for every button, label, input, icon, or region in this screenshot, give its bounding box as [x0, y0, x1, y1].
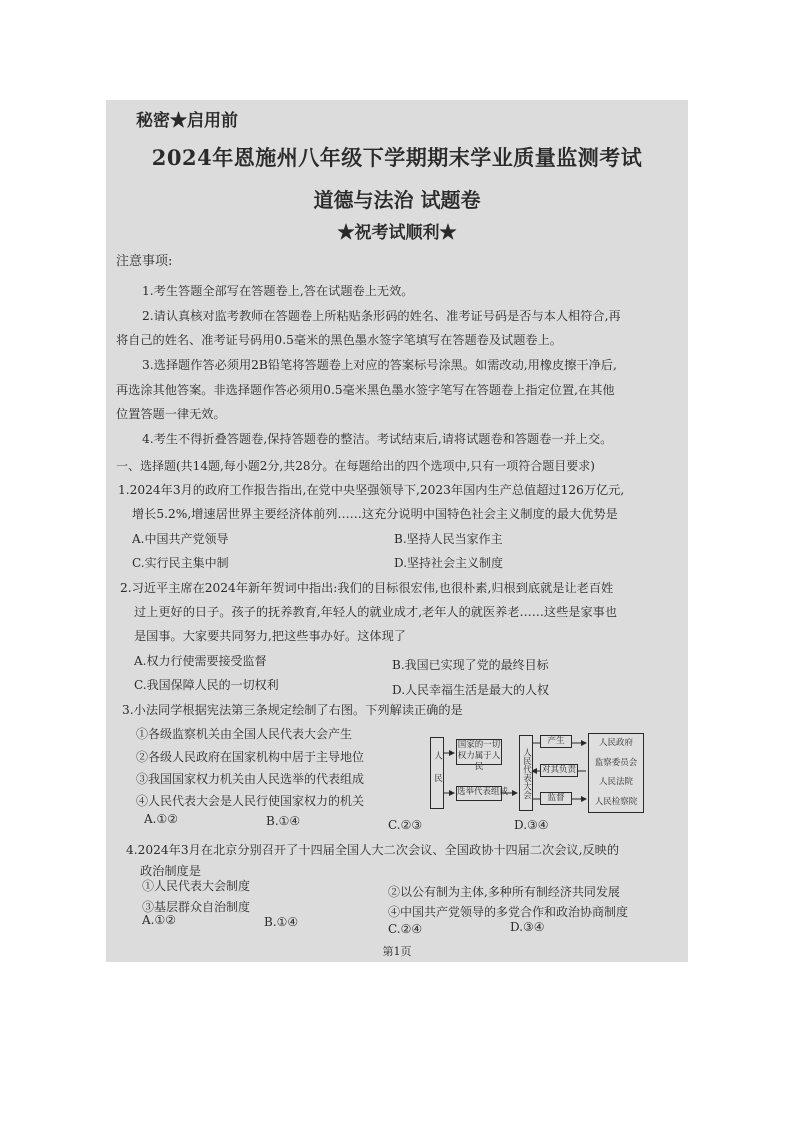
organ-government: 人民政府 — [598, 738, 633, 749]
q3-option-d: D.③④ — [514, 818, 549, 832]
q3-statement-4: ④人民代表大会是人民行使国家权力的机关 — [136, 794, 365, 808]
q4-option-c: C.②④ — [388, 922, 423, 936]
note-line: 位置答题一律无效。 — [116, 407, 226, 421]
q3-option-a: A.①② — [144, 812, 178, 826]
organ-procuratorate: 人民检察院 — [594, 796, 638, 807]
secret-mark: 秘密★启用前 — [136, 111, 238, 131]
diagram-elect-box: 选举代表组成 — [456, 786, 502, 801]
notes-heading: 注意事项: — [116, 254, 173, 269]
q2-stem-line3: 是国事。大家要共同努力,把这些事办好。这体现了 — [134, 629, 406, 643]
q4-option-b: B.①④ — [264, 915, 299, 929]
q1-option-d: D.坚持社会主义制度 — [394, 556, 504, 570]
q4-statement-4: ④中国共产党领导的多党合作和政治协商制度 — [388, 905, 629, 919]
diagram-power-box: 国家的一切权力属于人民 — [457, 740, 501, 772]
organ-court: 人民法院 — [598, 777, 633, 788]
diagram-organs-box — [588, 733, 644, 813]
q4-option-a: A.①② — [142, 913, 176, 927]
q1-option-b: B.坚持人民当家作主 — [394, 532, 503, 546]
q2-stem-line1: 2.习近平主席在2024年新年贺词中指出:我们的目标很宏伟,也很朴素,归根到底就是让老百姓 — [120, 581, 614, 595]
q4-stem-line1: 4.2024年3月在北京分别召开了十四届全国人大二次会议、全国政协十四届二次会议,反映的 — [126, 843, 620, 857]
blessing: ★祝考试顺利★ — [337, 223, 457, 243]
q4-stem-line2: 政治制度是 — [140, 864, 201, 878]
note-line: 3.选择题作答必须用2B铅笔将答题卷上对应的答案标号涂黑。如需改动,用橡皮擦干净后, — [142, 358, 617, 372]
q1-option-a: A.中国共产党领导 — [132, 532, 229, 546]
note-line: 将自己的姓名、准考证号码用0.5毫米的黑色墨水签字笔填写在答题卷及试题卷上。 — [116, 333, 562, 347]
organ-supervision: 监察委员会 — [594, 757, 638, 768]
q4-statement-2: ②以公有制为主体,多种所有制经济共同发展 — [388, 885, 620, 899]
page-number: 第1页 — [382, 945, 412, 958]
note-line: 4.考生不得折叠答题卷,保持答题卷的整洁。考试结束后,请将试题卷和答题卷一并上交。 — [142, 432, 613, 446]
q2-stem-line2: 过上更好的日子。孩子的抚养教育,年轻人的就业成才,老年人的就医养老……这些是家事也 — [134, 605, 618, 619]
q2-option-d: D.人民幸福生活是最大的人权 — [392, 683, 550, 697]
note-line: 2.请认真核对监考教师在答题卷上所粘贴条形码的姓名、准考证号码是否与本人相符合,再 — [142, 309, 621, 323]
exam-subtitle: 道德与法治 试题卷 — [313, 188, 481, 212]
section-heading: 一、选择题(共14题,每小题2分,共28分。在每题给出的四个选项中,只有一项符合题目要求) — [116, 459, 595, 473]
q2-option-c: C.我国保障人民的一切权利 — [134, 678, 279, 692]
diagram-supervise-label: 监督 — [540, 792, 572, 805]
q3-option-c: C.②③ — [388, 818, 423, 832]
q2-option-a: A.权力行使需要接受监督 — [134, 654, 267, 668]
q1-stem-line2: 增长5.2%,增速居世界主要经济体前列……这充分说明中国特色社会主义制度的最大优势是 — [132, 507, 618, 521]
q3-option-b: B.①④ — [266, 814, 301, 828]
q2-option-b: B.我国已实现了党的最终目标 — [392, 658, 549, 672]
constitution-diagram — [428, 731, 646, 815]
q3-statement-2: ②各级人民政府在国家机构中居于主导地位 — [136, 750, 365, 764]
diagram-produce-label: 产生 — [540, 735, 572, 748]
q4-statement-3: ③基层群众自治制度 — [142, 900, 251, 914]
q1-stem-line1: 1.2024年3月的政府工作报告指出,在党中央坚强领导下,2023年国内生产总值超过126万亿元, — [118, 483, 625, 497]
q1-option-c: C.实行民主集中制 — [132, 556, 229, 570]
diagram-congress-box: 人民代表大会 — [519, 735, 533, 811]
exam-paper-photo — [106, 100, 688, 962]
diagram-people-box: 人民 — [430, 737, 444, 809]
diagram-responsible-label: 对其负责 — [541, 765, 576, 775]
q3-stem: 3.小法同学根据宪法第三条规定绘制了右图。下列解读正确的是 — [122, 703, 463, 717]
exam-title: 2024年恩施州八年级下学期期末学业质量监测考试 — [151, 145, 643, 170]
q4-option-d: D.③④ — [510, 920, 545, 934]
note-line: 1.考生答题全部写在答题卷上,答在试题卷上无效。 — [142, 284, 414, 298]
q3-statement-3: ③我国国家权力机关由人民选举的代表组成 — [136, 772, 365, 786]
note-line: 再选涂其他答案。非选择题作答必须用0.5毫米黑色墨水签字笔写在答题卷上指定位置,在其他 — [116, 383, 615, 397]
q3-statement-1: ①各级监察机关由全国人民代表大会产生 — [136, 727, 353, 741]
q4-statement-1: ①人民代表大会制度 — [142, 879, 251, 893]
